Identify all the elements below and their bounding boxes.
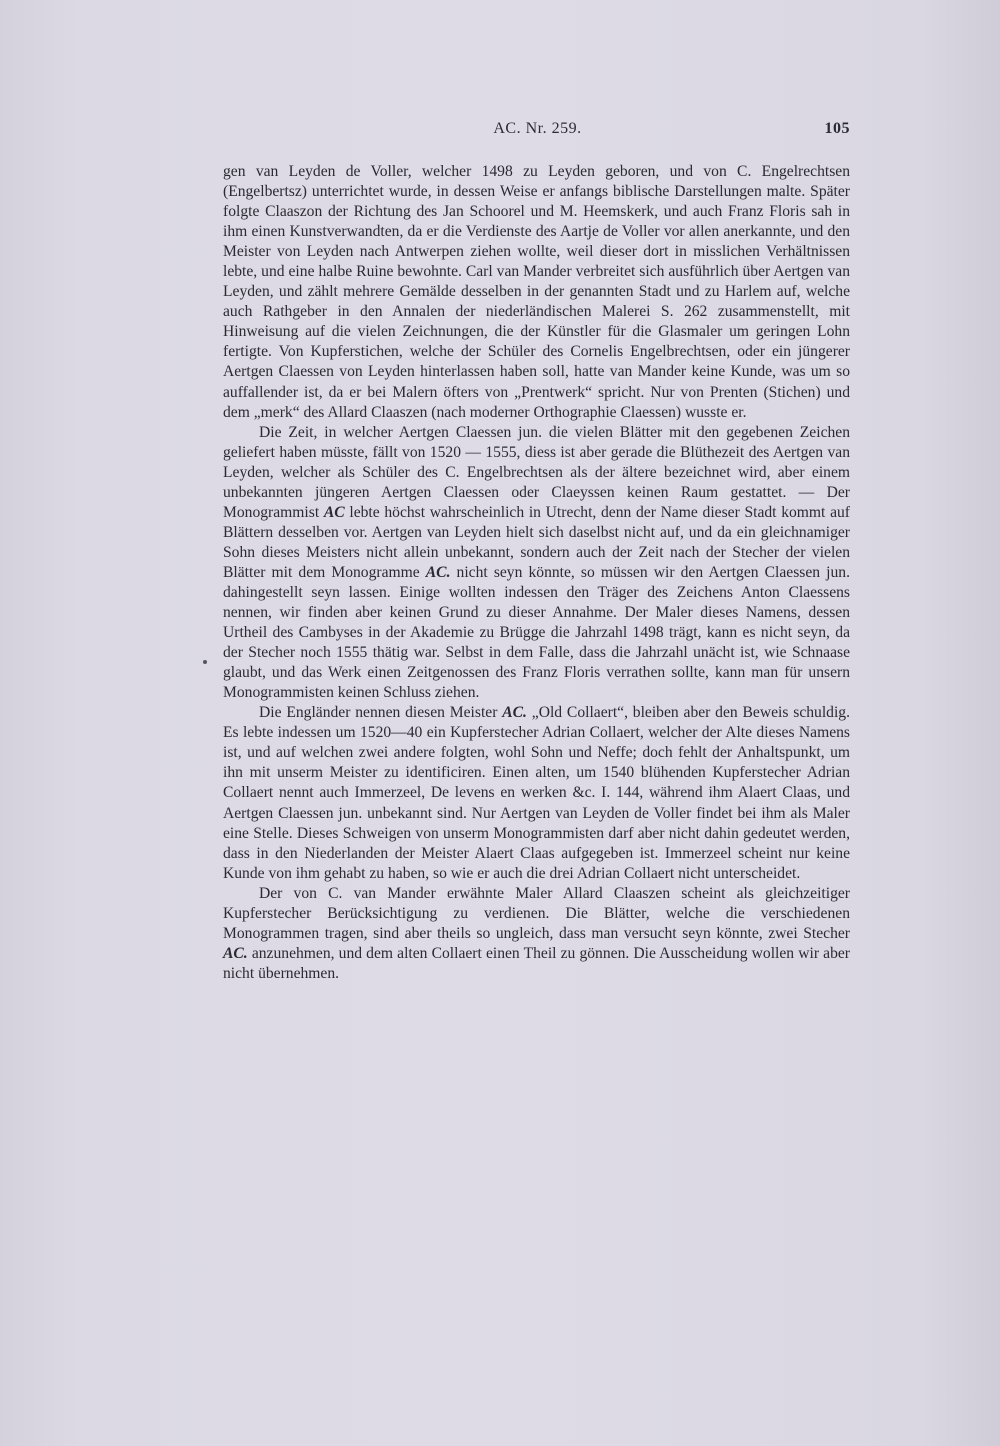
- paragraph-3: [223, 703, 850, 883]
- margin-mark: [203, 660, 207, 664]
- text-run: „Old Collaert“, bleiben aber den Beweis schuldig. Es lebte indessen um 1520—40 ein Kupferstecher Adrian Collaert, welcher der Alte dieses Namens ist, und auf welchen zwei andere folgten, wohl Sohn und Neffe; doch fehlt der Anhaltspunkt, um ihn mit unserm Meister zu identificiren. Einen alten, um 1540 blühenden Kupferstecher Adrian Collaert nennt auch Immerzeel, De levens en werken &c. I. 144, während ihm Alaert Claas, und Aertgen Claessen jun. unbekannt sind. Nur Aertgen van Leyden de Voller findet bei ihm als Maler eine Stelle. Dieses Schweigen von unserm Monogrammisten darf aber nicht dahin gedeutet werden, dass in den Niederlanden der Meister Alaert Claas aufgegeben ist. Immerzeel scheint nur keine Kunde von ihm gehabt zu haben, so wie er auch die drei Adrian Collaert nicht unterscheidet.: [223, 704, 851, 882]
- body-text: [223, 162, 850, 984]
- text-run: nicht seyn könnte, so müssen wir den Aertgen Claessen jun. dahingestellt seyn lassen. Einige wollten indessen den Träger des Zeichens Anton Claessens nennen, wir finden aber keinen Grund zu dieser Annahme. Der Maler dieses Namens, dessen Urtheil des Cambyses in der Akademie zu Brügge die Jahrzahl 1498 trägt, kann es nicht seyn, da der Stecher noch 1555 thätig war. Selbst in dem Falle, dass die Jahrzahl unächt ist, wie Schnaase glaubt, und das Werk einen Zeitgenossen des Franz Floris verrathen sollte, kann man für unsern Monogrammisten keinen Schluss ziehen.: [223, 563, 850, 702]
- paragraph-1: [223, 162, 850, 423]
- text-run: Die Engländer nennen diesen Meister: [259, 704, 503, 722]
- text-run: Die Zeit, in welcher Aertgen Claessen jun. die vielen Blätter mit den gegebenen Zeichen geliefert haben müsste, fällt von 1520 — 1555, diess ist aber gerade die Blüthezeit des Aertgen van Leyden, welcher als Schüler des C. Engelbrechtsen als der ältere bezeichnet wird, aber einem unbekannten jüngeren Aertgen Claessen oder Claeyssen keinen Raum gestattet. — Der Monogrammist: [223, 423, 850, 521]
- text-run: gen van Leyden de Voller, welcher 1498 zu Leyden geboren, und von C. Engelrechtsen (Engelbertsz) unterrichtet wurde, in dessen Weise er anfangs biblische Darstellungen malte. Später folgte Claaszon der Richtung des Jan Schoorel und M. Heemskerk, und auch Franz Floris sah in ihm einen Kunstverwandten, da er die Verdienste des Aartje de Voller vor allen anerkannte, und den Meister von Leyden nach Antwerpen ziehen wollte, weil dieser dort in misslichen Verhältnissen lebte, und eine halbe Ruine bewohnte. Carl van Mander verbreitet sich ausführlich über Aertgen van Leyden, und zählt mehrere Gemälde desselben in der genannten Stadt und zu Harlem auf, welche auch Rathgeber in den Annalen der niederländischen Malerei S. 262 zusammenstellt, mit Hinweisung auf die vielen Zeichnungen, die der Künstler für die Glasmaler um geringen Lohn fertigte. Von Kupferstichen, welche der Schüler des Cornelis Engelbrechtsen, oder ein jüngerer Aertgen Claessen von Leyden hinterlassen haben soll, hatte van Mander keine Kunde, was um so auffallender ist, da er bei Malern öfters von „Prentwerk“ spricht. Nur von Prenten (Stichen) und dem „merk“ des Allard Claaszen (nach moderner Orthographie Claessen) wusste er.: [223, 163, 850, 421]
- paragraph-4: [223, 884, 850, 984]
- text-run: Der von C. van Mander erwähnte Maler Allard Claaszen scheint als gleichzeitiger Kupferstecher Berücksichtigung zu verdienen. Die Blätter, welche die verschiedenen Monogrammen tragen, sind aber theils so ungleich, dass man versucht seyn könnte, zwei Stecher: [223, 884, 850, 942]
- paragraph-2: [223, 423, 850, 704]
- monogram-ac: AC.: [502, 704, 527, 722]
- monogram-ac: AC.: [223, 944, 248, 962]
- text-run: lebte höchst wahrscheinlich in Utrecht, denn der Name dieser Stadt kommt auf Blättern desselben vor. Aertgen van Leyden hielt sich daselbst nicht auf, und da ein gleichnamiger Sohn dieses Meisters nicht allein unbekannt, sondern auch der Zeit nach der Stecher der vielen Blätter mit dem Monogramme: [223, 503, 850, 581]
- monogram-ac: AC: [323, 503, 345, 521]
- text-run: anzunehmen, und dem alten Collaert einen Theil zu gönnen. Die Ausscheidung wollen wir aber nicht übernehmen.: [223, 944, 850, 982]
- page-number: 105: [824, 120, 850, 137]
- running-head: AC. Nr. 259.: [493, 120, 582, 137]
- monogram-ac: AC.: [425, 563, 451, 581]
- page-header: [225, 120, 850, 146]
